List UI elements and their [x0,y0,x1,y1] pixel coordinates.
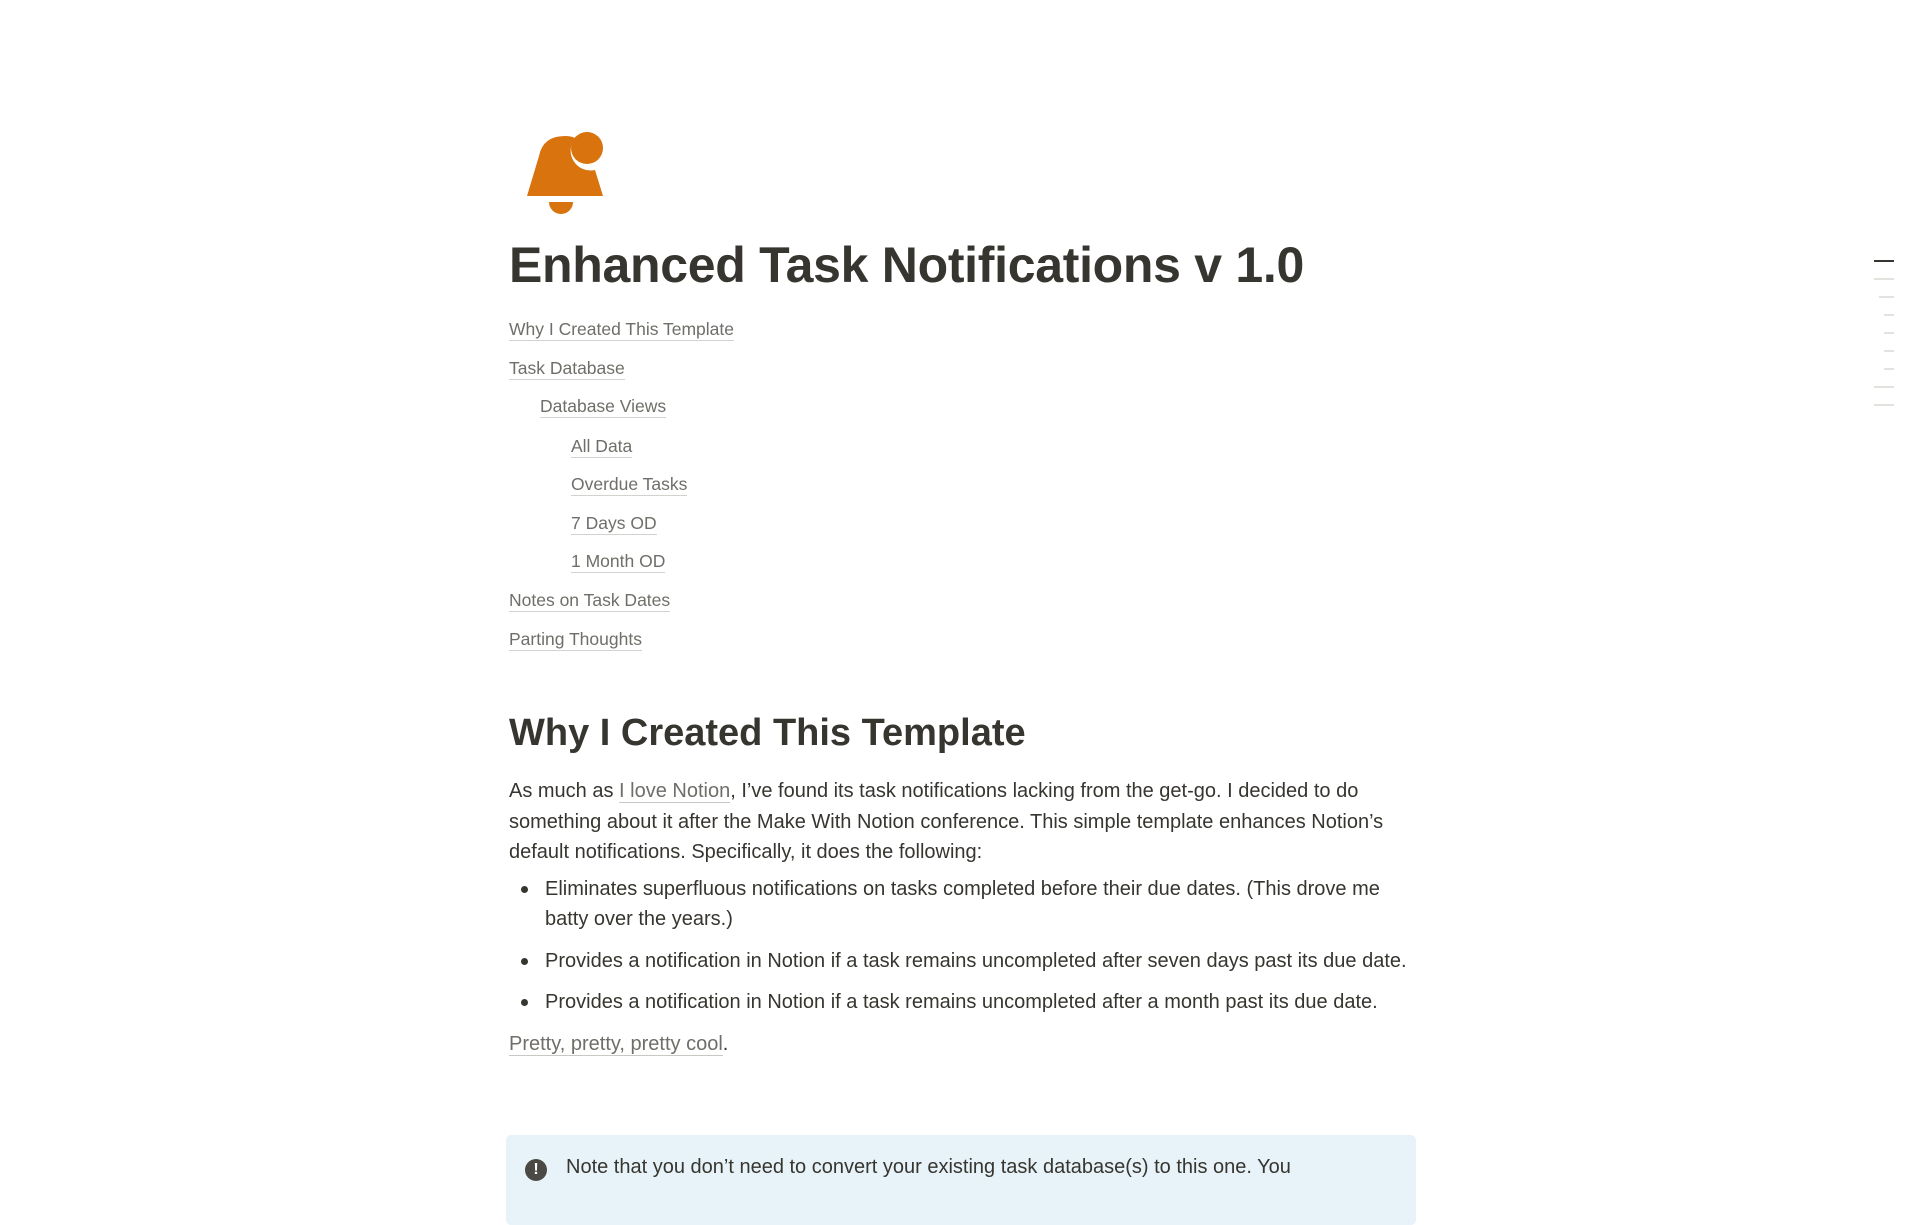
closing-paragraph [509,1029,1413,1060]
outline-marker[interactable] [1884,332,1894,334]
feature-list [509,874,1413,1018]
note-callout [506,1135,1416,1225]
outline-marker[interactable] [1884,350,1894,352]
section-heading: Why I Created This Template [509,712,1026,754]
pretty-cool-link[interactable]: Pretty, pretty, pretty cool [509,1032,723,1055]
outline-marker[interactable] [1874,386,1894,388]
list-item: Provides a notification in Notion if a task remains uncompleted after a month past its due date. [509,987,1413,1018]
toc-item-notes-on-task-dates[interactable]: Notes on Task Dates [509,590,671,610]
toc-item-why-i-created[interactable]: Why I Created This Template [509,319,735,339]
bell-notification-icon[interactable] [525,128,605,214]
page-title: Enhanced Task Notifications v 1.0 [509,237,1304,293]
intro-paragraph [509,776,1413,868]
outline-marker[interactable] [1884,314,1894,316]
toc-item-parting-thoughts[interactable]: Parting Thoughts [509,629,642,649]
list-item: Eliminates superfluous notifications on tasks completed before their due dates. (This drove me batty over the years.) [509,874,1413,935]
callout-text: Note that you don’t need to convert your existing task database(s) to this one. You [566,1156,1291,1178]
closing-punct: . [722,1032,729,1055]
list-item: Provides a notification in Notion if a task remains uncompleted after seven days past its due date. [509,946,1413,977]
toc-item-task-database[interactable]: Task Database [509,358,625,378]
toc-item-database-views[interactable]: Database Views [540,396,667,416]
toc-item-7-days-od[interactable]: 7 Days OD [571,513,657,533]
outline-marker[interactable] [1874,404,1894,406]
section-body [509,776,1413,1059]
outline-marker[interactable] [1879,296,1894,298]
exclamation-circle-icon: ! [525,1159,547,1181]
toc-item-1-month-od[interactable]: 1 Month OD [571,551,666,571]
toc-item-overdue-tasks[interactable]: Overdue Tasks [571,474,688,494]
outline-marker[interactable] [1884,368,1894,370]
outline-marker-active[interactable] [1874,260,1894,262]
outline-marker[interactable] [1874,278,1894,280]
toc-item-all-data[interactable]: All Data [571,436,633,456]
intro-text-continued: , I’ve found its task notifications lacking from the get-go. I decided to do something about it after the Make With Notion conference. This simple template enhances Notion’s default notifications. Specifically, it does the following: [509,780,1384,863]
intro-text: As much as [509,780,620,802]
i-love-notion-link[interactable]: I love Notion [619,780,731,802]
